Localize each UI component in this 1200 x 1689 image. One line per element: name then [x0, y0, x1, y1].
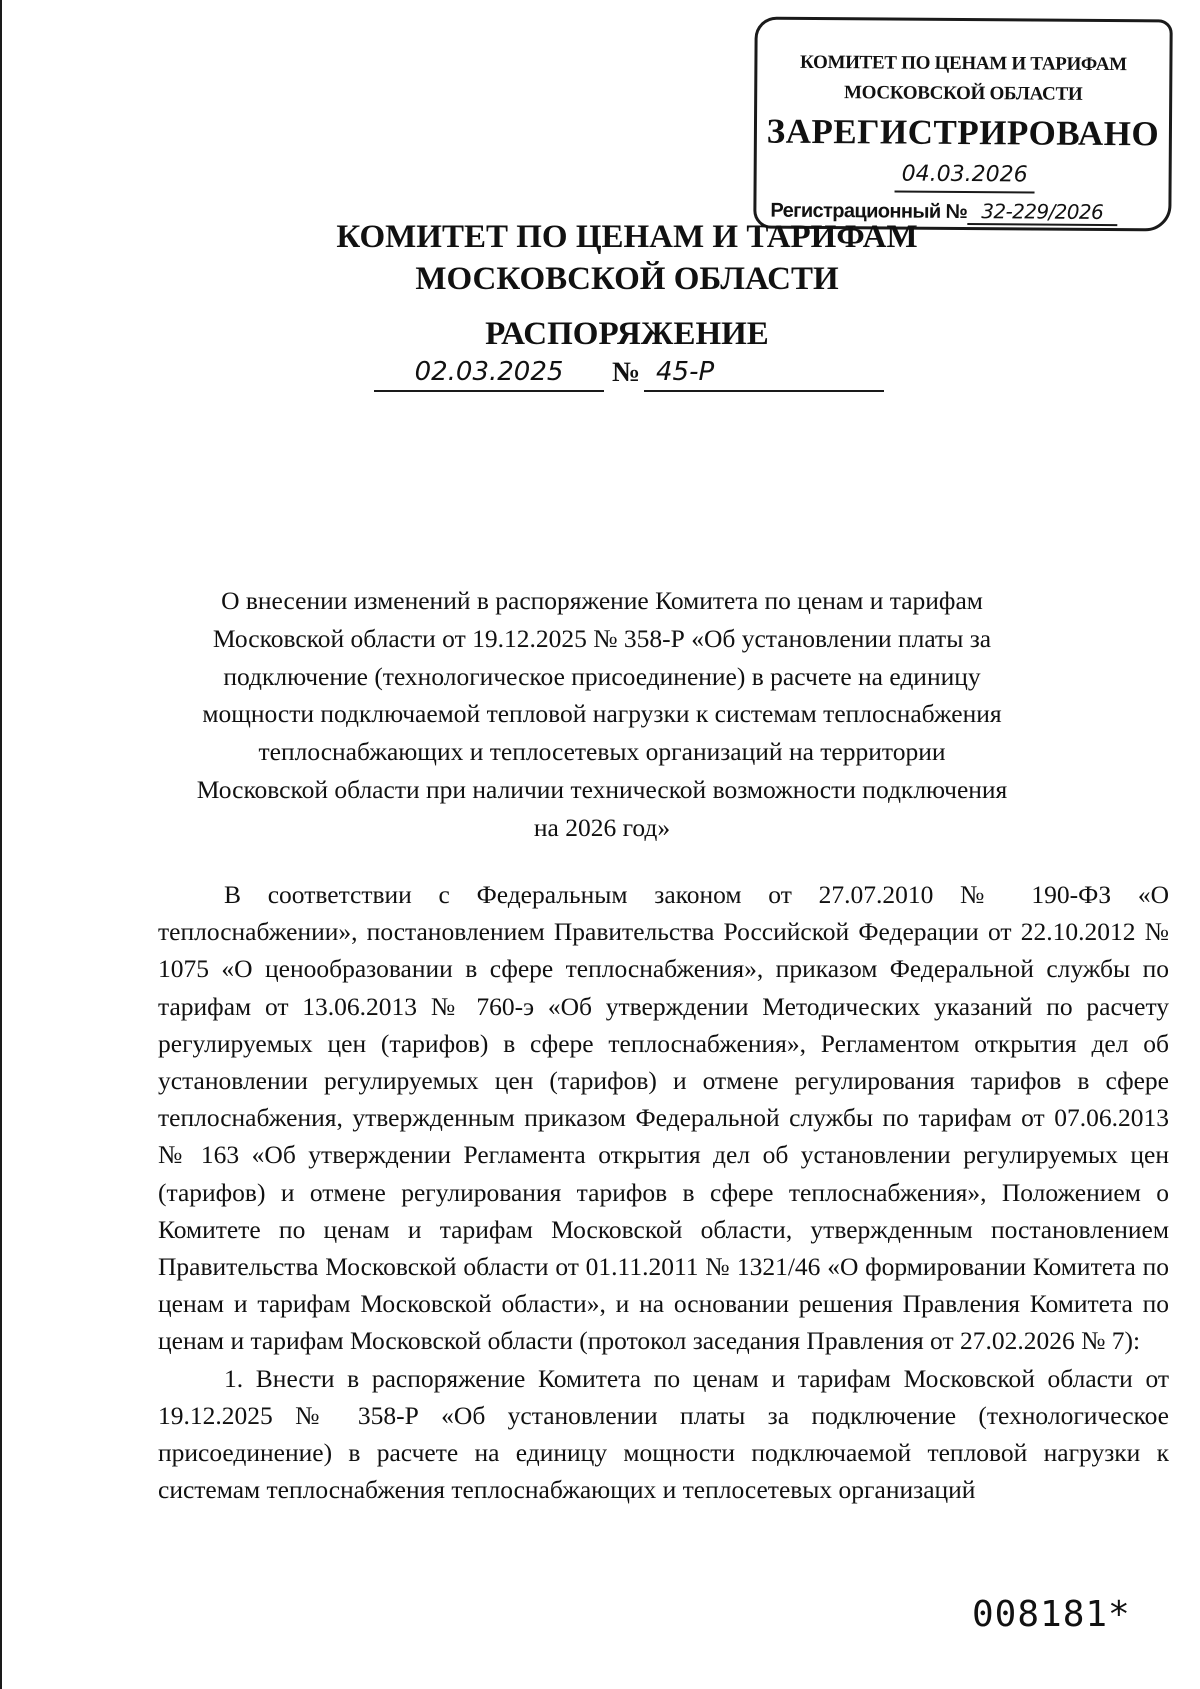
- stamp-registration-number: 32-229/2026: [967, 199, 1117, 226]
- organization-title-line1: КОМИТЕТ ПО ЦЕНАМ И ТАРИФАМ: [336, 219, 918, 255]
- stamp-org-line1: КОМИТЕТ ПО ЦЕНАМ И ТАРИФАМ: [799, 51, 1127, 76]
- stamp-handwritten-date: 04.03.2026: [895, 159, 1035, 194]
- stamp-organization: [757, 48, 1169, 111]
- order-title: О внесении изменений в распоряжение Комитета по ценам и тарифам Московской области от 19.12.2025 № 358-Р «Об установлении платы за подключение (технологическое присоединение) в расчете на единицу мощности подключаемой тепловой нагрузки к системам теплоснабжения теплоснабжающих и теплосетевых организаций на территории Московской области при наличии технической возможности подключения на 2026 год»: [196, 586, 1008, 842]
- document-number: 45-Р: [644, 354, 884, 392]
- body-paragraph-item-1: 1. Внести в распоряжение Комитета по ценам и тарифам Московской области от 19.12.2025 № 358-Р «Об установлении платы за подключение (технологическое присоединение) в расчете на единицу мощности подключаемой тепловой нагрузки к системам теплоснабжения теплоснабжающих и теплосетевых организаций: [158, 1363, 1169, 1505]
- document-type: РАСПОРЯЖЕНИЕ: [485, 316, 769, 352]
- stamp-org-line2: МОСКОВСКОЙ ОБЛАСТИ: [843, 82, 1083, 105]
- document-date: 02.03.2025: [374, 354, 604, 392]
- form-serial-number: 008181*: [972, 1594, 1131, 1635]
- document-date-number: [374, 354, 884, 394]
- stamp-registered-label: ЗАРЕГИСТРИРОВАНО: [766, 111, 1160, 154]
- registration-stamp: [753, 17, 1172, 232]
- body-paragraph-preamble: В соответствии с Федеральным законом от 27.07.2010 № 190-ФЗ «О теплоснабжении», постановлением Правительства Российской Федерации от 22.10.2012 № 1075 «О ценообразовании в сфере теплоснабжения», приказом Федеральной службы по тарифам от 13.06.2013 № 760-э «Об утверждении Методических указаний по расчету регулируемых цен (тарифов) в сфере теплоснабжения», Регламентом открытия дел об установлении регулируемых цен (тарифов) и отмене регулирования тарифов в сфере теплоснабжения, утвержденным приказом Федеральной службы по тарифам от 07.06.2013 № 163 «Об утверждении Регламента открытия дел об установлении регулируемых цен (тарифов) и отмене регулирования тарифов в сфере теплоснабжения», Положением о Комитете по ценам и тарифам Московской области, утвержденным постановлением Правительства Московской области от 01.11.2011 № 1321/46 «О формировании Комитета по ценам и тарифам Московской области», и на основании решения Правления Комитета по ценам и тарифам Московской области (протокол заседания Правления от 27.02.2026 № 7):: [158, 880, 1169, 1356]
- document-number-label: №: [612, 357, 641, 388]
- document-body: [158, 876, 1169, 1508]
- stamp-registration-label: Регистрационный №: [770, 199, 968, 224]
- organization-title-line2: МОСКОВСКОЙ ОБЛАСТИ: [415, 261, 839, 297]
- organization-title: [282, 216, 972, 300]
